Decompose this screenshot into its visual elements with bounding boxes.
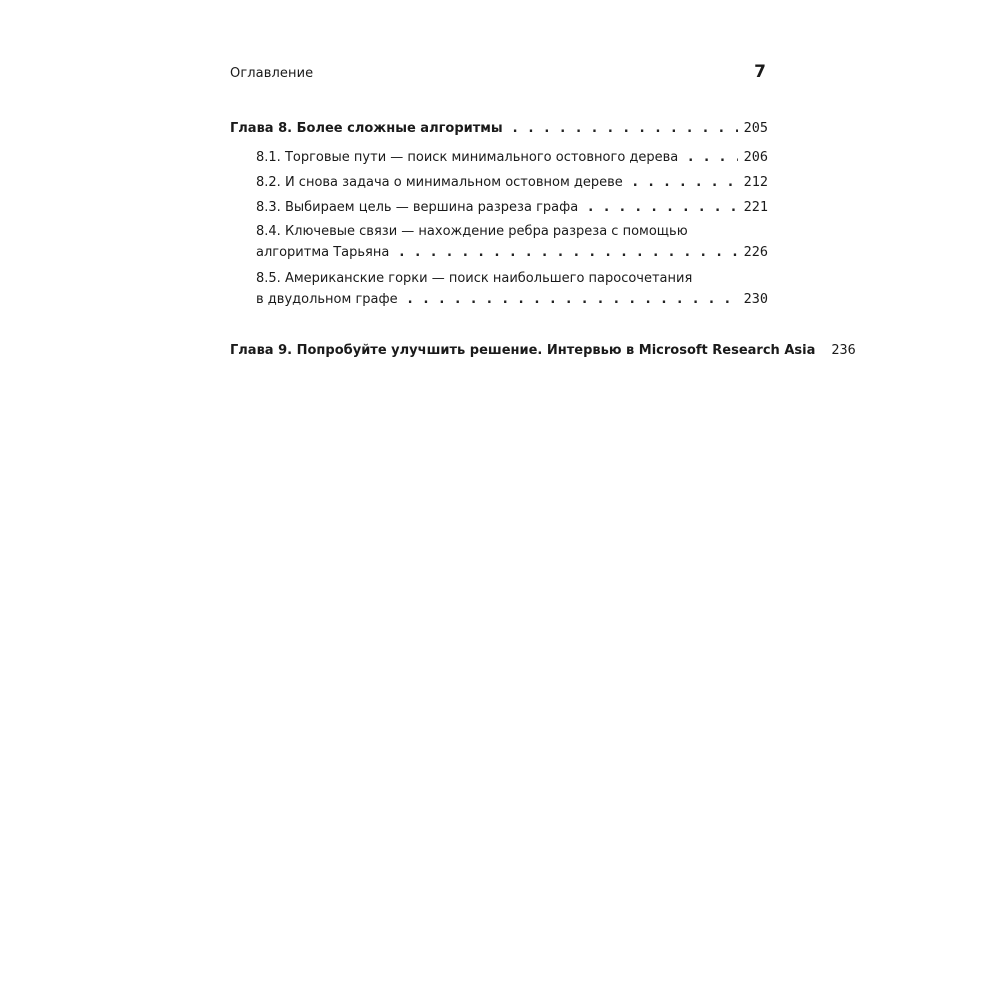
toc-page-number: 205 [743,120,768,136]
dot-leader [688,148,737,168]
toc-page-number: 206 [743,149,768,165]
toc-page-number: 230 [743,291,768,307]
toc-section-8-1[interactable] [230,147,768,168]
dot-leader [588,198,737,218]
toc-section-title: 8.1. Торговые пути — поиск минимального остовного дерева [256,150,679,165]
toc-section-8-4[interactable] [230,222,768,263]
toc-chapter-title: Глава 8. Более сложные алгоритмы [230,121,503,136]
toc-section-8-3[interactable] [230,197,768,218]
dot-leader [408,290,738,310]
table-of-contents [230,118,856,361]
toc-section-title: алгоритма Тарьяна [256,245,390,260]
toc-section-title: в двудольном графе [256,292,398,307]
toc-page-number: 221 [743,199,768,215]
toc-section-8-2[interactable] [230,172,768,193]
toc-page-number: 212 [743,174,768,190]
toc-section-title: 8.3. Выбираем цель — вершина разреза графа [256,200,579,215]
toc-page-number: 236 [831,342,856,358]
toc-section-title-line1: 8.5. Американские горки — поиск наибольшего паросочетания [256,271,693,286]
toc-chapter-8[interactable] [230,118,768,139]
toc-section-8-5[interactable] [230,269,768,310]
running-head [230,62,768,86]
toc-section-title-line1: 8.4. Ключевые связи — нахождение ребра разреза с помощью [256,224,688,239]
page-number: 7 [754,62,766,82]
book-page [230,0,856,1000]
dot-leader [633,173,738,193]
toc-chapter-title: Глава 9. Попробуйте улучшить решение. Интервью в Microsoft Research Asia [230,343,816,358]
toc-chapter-9[interactable] [230,340,856,361]
toc-page-number: 226 [743,244,768,260]
running-title: Оглавление [230,66,314,81]
toc-section-title: 8.2. И снова задача о минимальном остовном дереве [256,175,623,190]
dot-leader [399,243,737,263]
dot-leader [513,119,738,139]
